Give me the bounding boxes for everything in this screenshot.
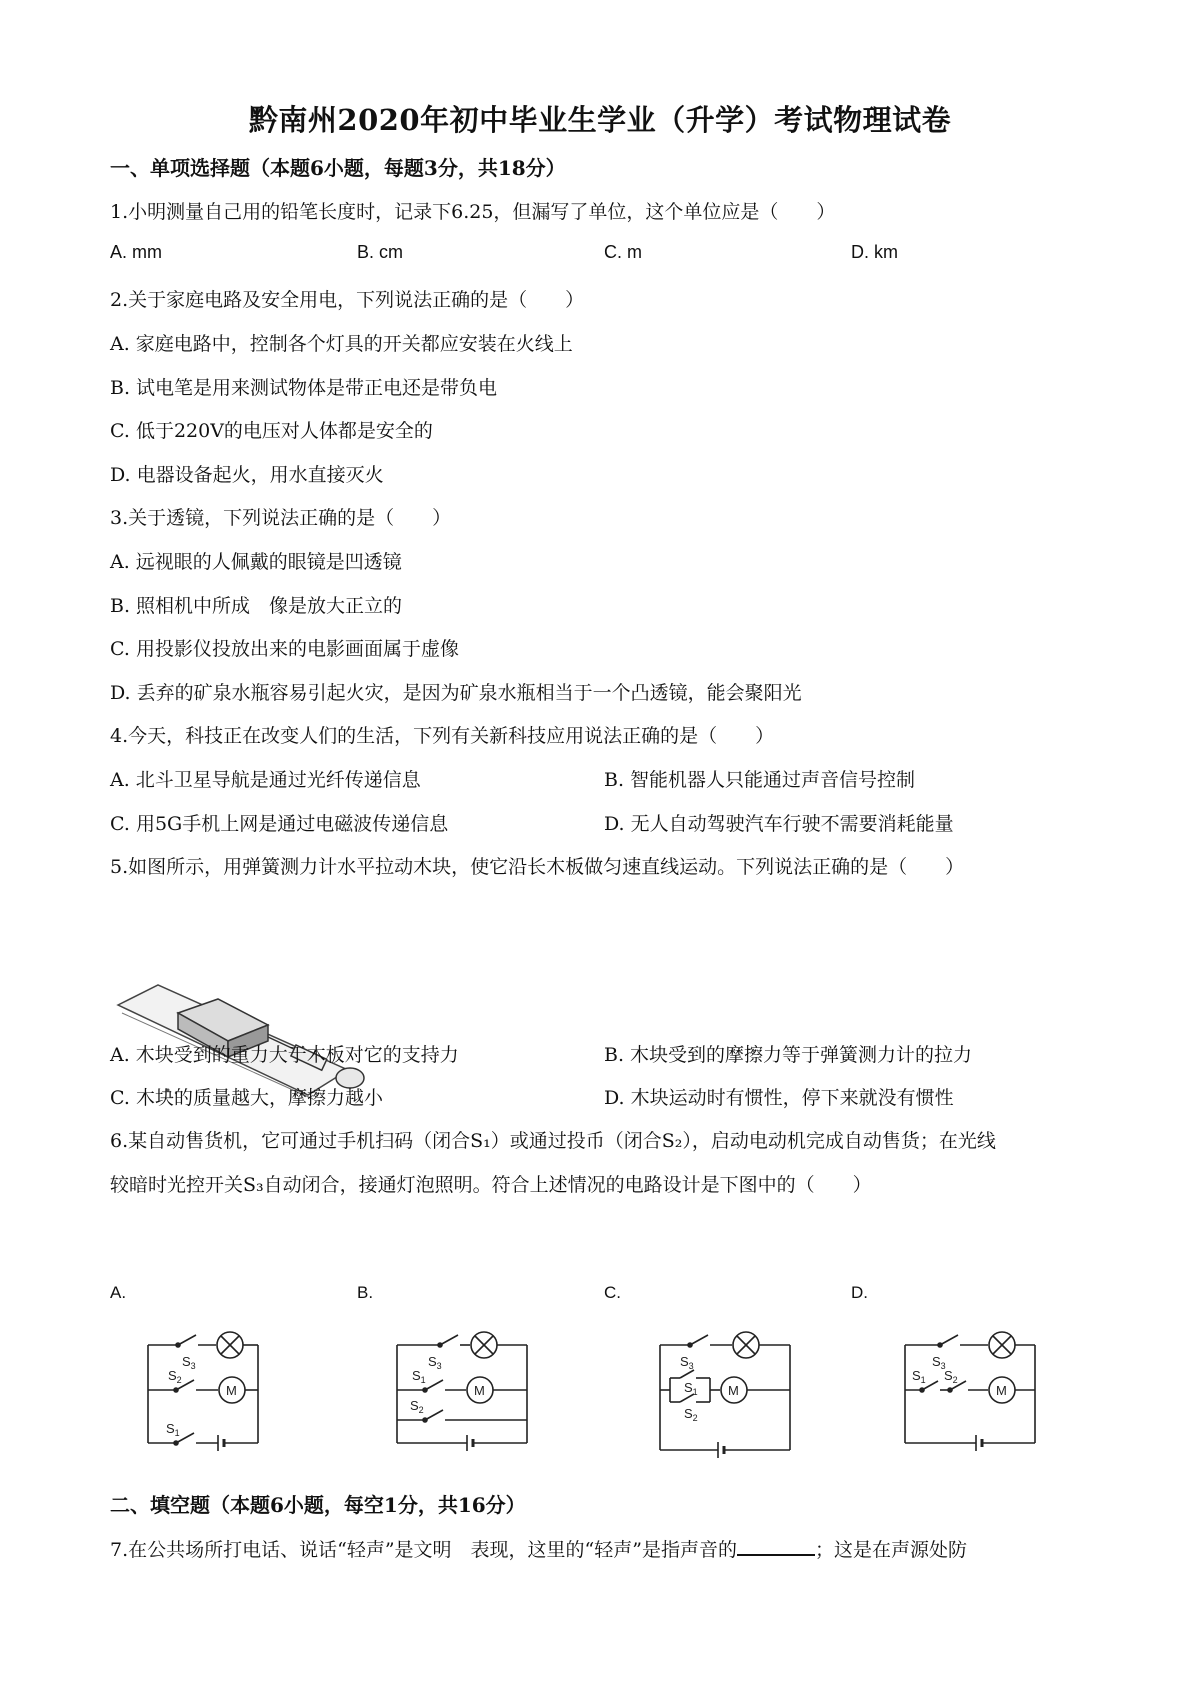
svg-text:M: M xyxy=(728,1383,739,1398)
circuit-a-drawing xyxy=(148,1332,258,1451)
svg-text:S2: $S_2$ xyxy=(410,1398,424,1415)
question-4-stem: 4.今天，科技正在改变人们的生活，下列有关新科技应用说法正确的是（ ） xyxy=(110,725,775,747)
question-3-option-a: A. 远视眼的人佩戴的眼镜是凹透镜 xyxy=(110,551,402,573)
svg-text:S1: $S_1$ xyxy=(412,1368,426,1385)
circuit-option-c-label: C. xyxy=(604,1283,621,1302)
svg-text:S3: $S_3$ xyxy=(680,1354,694,1371)
circuit-b-drawing xyxy=(397,1332,527,1451)
svg-text:S2: $S_2$ xyxy=(944,1368,958,1385)
question-3-option-b: B. 照相机中所成 像是放大正立的 xyxy=(110,595,403,617)
question-4-option-c: C. 用5G手机上网是通过电磁波传递信息 xyxy=(110,813,449,835)
question-5-option-d: D. 木块运动时有惯性，停下来就没有惯性 xyxy=(604,1087,954,1109)
question-2-option-c: C. 低于220V的电压对人体都是安全的 xyxy=(110,420,433,442)
circuit-option-d-label: D. xyxy=(851,1283,868,1302)
question-4-option-b: B. 智能机器人只能通过声音信号控制 xyxy=(604,769,916,791)
question-3-stem: 3.关于透镜，下列说法正确的是（ ） xyxy=(110,507,452,529)
circuit-d-drawing xyxy=(905,1332,1035,1451)
svg-text:S3: $S_3$ xyxy=(182,1354,196,1371)
svg-text:S3: $S_3$ xyxy=(932,1354,946,1371)
question-7-text-after: ；这是在声源处防 xyxy=(814,1539,967,1561)
question-5-option-a: A. 木块受到的重力大于木板对它的支持力 xyxy=(110,1044,459,1066)
question-4-option-d: D. 无人自动驾驶汽车行驶不需要消耗能量 xyxy=(604,813,954,835)
question-5-stem: 5.如图所示，用弹簧测力计水平拉动木块，使它沿长木板做匀速直线运动。下列说法正确的是（ ） xyxy=(110,856,965,878)
svg-text:S1: $S_1$ xyxy=(912,1368,926,1385)
question-1-option-c: C. m xyxy=(604,242,642,262)
question-1-option-b: B. cm xyxy=(357,242,404,262)
question-7-stem xyxy=(110,1535,967,1562)
question-5-option-b: B. 木块受到的摩擦力等于弹簧测力计的拉力 xyxy=(604,1044,973,1066)
svg-text:M: M xyxy=(226,1383,237,1398)
question-1-option-a: A. mm xyxy=(110,242,162,262)
page-title: 黔南州2020年初中毕业生学业（升学）考试物理试卷 xyxy=(248,103,952,137)
question-7-text-before: 7.在公共场所打电话、说话“轻声”是文明 表现，这里的“轻声”是指声音的 xyxy=(110,1539,737,1561)
question-3-option-c: C. 用投影仪投放出来的电影画面属于虚像 xyxy=(110,638,459,660)
circuit-c-drawing xyxy=(660,1332,790,1458)
svg-text:M: M xyxy=(474,1383,485,1398)
svg-text:S1: $S_1$ xyxy=(684,1380,698,1397)
answer-blank[interactable] xyxy=(737,1536,815,1556)
section-heading-fill-in: 二、填空题（本题6小题，每空1分，共16分） xyxy=(110,1493,526,1517)
svg-text:M: M xyxy=(996,1383,1007,1398)
question-1-stem: 1.小明测量自己用的铅笔长度时，记录下6.25，但漏写了单位，这个单位应是（ ） xyxy=(110,201,836,223)
svg-text:S2: $S_2$ xyxy=(684,1406,698,1423)
question-4-option-a: A. 北斗卫星导航是通过光纤传递信息 xyxy=(110,769,421,791)
circuit-option-a-label: A. xyxy=(110,1283,127,1302)
svg-text:S2: $S_2$ xyxy=(168,1368,182,1385)
svg-text:S1: $S_1$ xyxy=(166,1421,180,1438)
question-2-option-b: B. 试电笔是用来测试物体是带正电还是带负电 xyxy=(110,377,498,399)
svg-text:S3: $S_3$ xyxy=(428,1354,442,1371)
question-3-option-d: D. 丢弃的矿泉水瓶容易引起火灾，是因为矿泉水瓶相当于一个凸透镜，能会聚阳光 xyxy=(110,682,802,704)
section-heading-choice: 一、单项选择题（本题6小题，每题3分，共18分） xyxy=(110,156,566,180)
question-6-stem-line2: 较暗时光控开关S₃自动闭合，接通灯泡照明。符合上述情况的电路设计是下图中的（ ） xyxy=(110,1174,872,1196)
circuit-option-b-label: B. xyxy=(357,1283,374,1302)
question-2-option-a: A. 家庭电路中，控制各个灯具的开关都应安装在火线上 xyxy=(110,333,573,355)
question-2-option-d: D. 电器设备起火，用水直接灭火 xyxy=(110,464,384,486)
question-2-stem: 2.关于家庭电路及安全用电，下列说法正确的是（ ） xyxy=(110,289,585,311)
question-6-stem-line1: 6.某自动售货机，它可通过手机扫码（闭合S₁）或通过投币（闭合S₂），启动电动机完成自动售货；在光线 xyxy=(110,1130,996,1152)
question-5-option-c: C. 木块的质量越大，摩擦力越小 xyxy=(110,1087,383,1109)
question-1-option-d: D. km xyxy=(851,242,898,262)
